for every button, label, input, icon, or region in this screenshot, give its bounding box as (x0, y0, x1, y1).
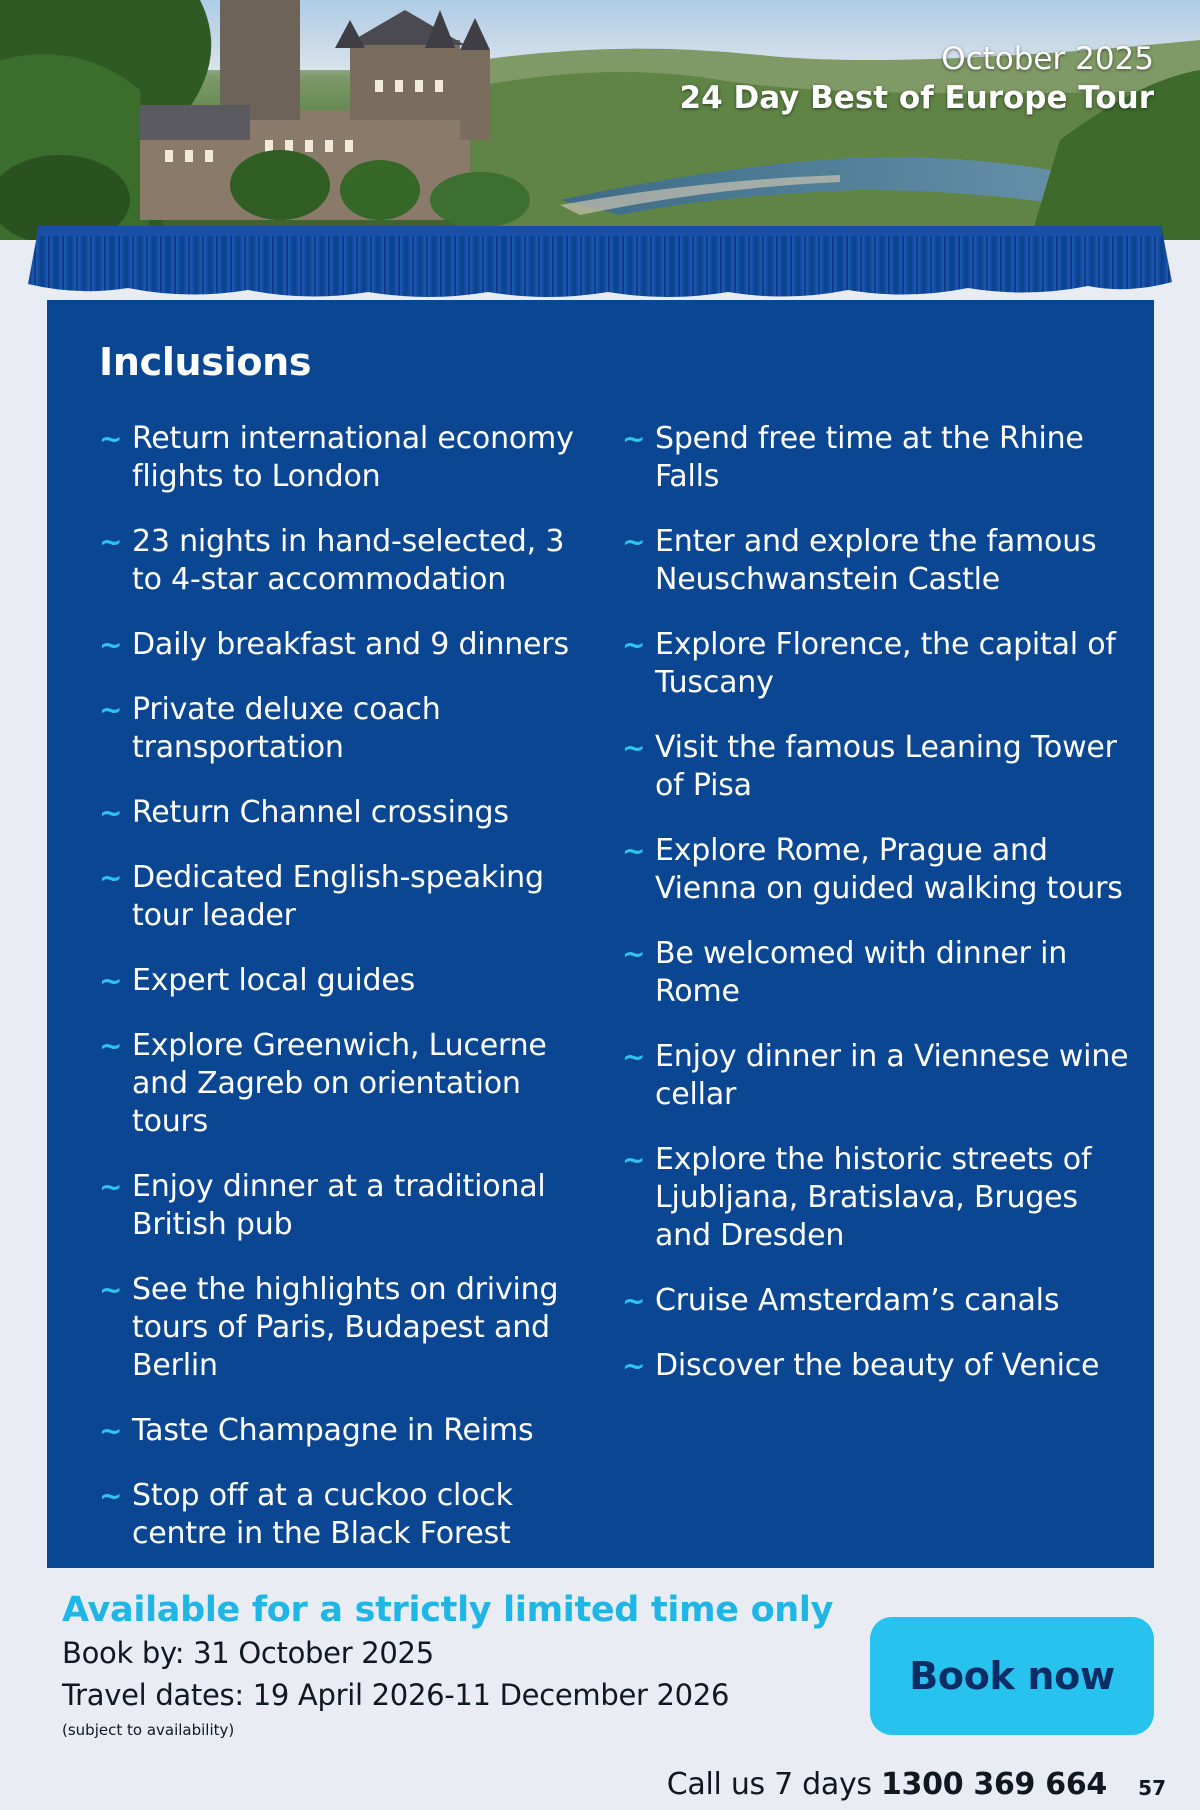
inclusions-heading: Inclusions (99, 340, 312, 384)
tilde-bullet: ~ (622, 937, 646, 970)
hero-photo (0, 0, 1200, 240)
book-now-button[interactable]: Book now (870, 1617, 1154, 1735)
tilde-bullet: ~ (99, 1170, 123, 1203)
tilde-bullet: ~ (99, 861, 123, 894)
tilde-bullet: ~ (622, 422, 646, 455)
list-item: ~ Enjoy dinner in a Viennese wine cellar (622, 1039, 1129, 1112)
list-item: ~ Enjoy dinner at a traditional British pub (99, 1169, 546, 1242)
list-item: ~ Discover the beauty of Venice (622, 1348, 1100, 1383)
curtain-valance-decoration (28, 222, 1172, 318)
call-us-line (667, 1767, 1107, 1802)
tilde-bullet: ~ (99, 422, 123, 455)
list-item: ~ Explore the historic streets of Ljubljana, Bratislava, Bruges and Dresden (622, 1142, 1092, 1253)
phone-number[interactable]: 1300 369 664 (880, 1767, 1107, 1802)
list-item: ~ Private deluxe coach transportation (99, 692, 441, 765)
list-item: ~ Be welcomed with dinner in Rome (622, 936, 1068, 1009)
list-item: ~ Explore Florence, the capital of Tuscany (622, 627, 1116, 700)
list-item: ~ Enter and explore the famous Neuschwanstein Castle (622, 524, 1097, 597)
page-number: 57 (1138, 1776, 1166, 1800)
inclusions-left-column (99, 420, 599, 1580)
list-item: ~ Return international economy flights to London (99, 421, 574, 494)
list-item: ~ Return Channel crossings (99, 795, 509, 830)
availability-note: (subject to availability) (62, 1721, 235, 1739)
tilde-bullet: ~ (99, 628, 123, 661)
list-item: ~ Stop off at a cuckoo clock centre in the Black Forest (99, 1478, 513, 1551)
tour-title: 24 Day Best of Europe Tour (679, 80, 1154, 116)
tilde-bullet: ~ (622, 1349, 646, 1382)
tilde-bullet: ~ (622, 1284, 646, 1317)
list-item: ~ Explore Rome, Prague and Vienna on guided walking tours (622, 833, 1123, 906)
tilde-bullet: ~ (99, 1273, 123, 1306)
list-item: ~ Explore Greenwich, Lucerne and Zagreb on orientation tours (99, 1028, 547, 1139)
tilde-bullet: ~ (99, 693, 123, 726)
list-item: ~ 23 nights in hand-selected, 3 to 4-star accommodation (99, 524, 565, 597)
tilde-bullet: ~ (622, 628, 646, 661)
tilde-bullet: ~ (99, 1479, 123, 1512)
inclusions-right-column (622, 420, 1142, 1412)
tilde-bullet: ~ (99, 525, 123, 558)
call-us-label: Call us 7 days (666, 1767, 881, 1802)
list-item: ~ Expert local guides (99, 963, 416, 998)
list-item: ~ Daily breakfast and 9 dinners (99, 627, 569, 662)
list-item: ~ Visit the famous Leaning Tower of Pisa (622, 730, 1117, 803)
tilde-bullet: ~ (622, 834, 646, 867)
list-item: ~ Cruise Amsterdam’s canals (622, 1283, 1060, 1318)
tilde-bullet: ~ (99, 1029, 123, 1062)
list-item: ~ See the highlights on driving tours of Paris, Budapest and Berlin (99, 1272, 559, 1383)
book-by-date: Book by: 31 October 2025 (62, 1636, 434, 1670)
tilde-bullet: ~ (99, 1414, 123, 1447)
tilde-bullet: ~ (622, 1040, 646, 1073)
list-item: ~ Taste Champagne in Reims (99, 1413, 534, 1448)
tilde-bullet: ~ (622, 731, 646, 764)
travel-dates: Travel dates: 19 April 2026-11 December 2026 (62, 1678, 730, 1712)
tilde-bullet: ~ (622, 1143, 646, 1176)
tilde-bullet: ~ (622, 525, 646, 558)
castle-river-landscape (0, 0, 1200, 240)
tilde-bullet: ~ (99, 964, 123, 997)
list-item: ~ Dedicated English-speaking tour leader (99, 860, 544, 933)
limited-time-heading: Available for a strictly limited time only (62, 1590, 834, 1630)
tour-date: October 2025 (941, 41, 1154, 77)
list-item: ~ Spend free time at the Rhine Falls (622, 421, 1084, 494)
tilde-bullet: ~ (99, 796, 123, 829)
